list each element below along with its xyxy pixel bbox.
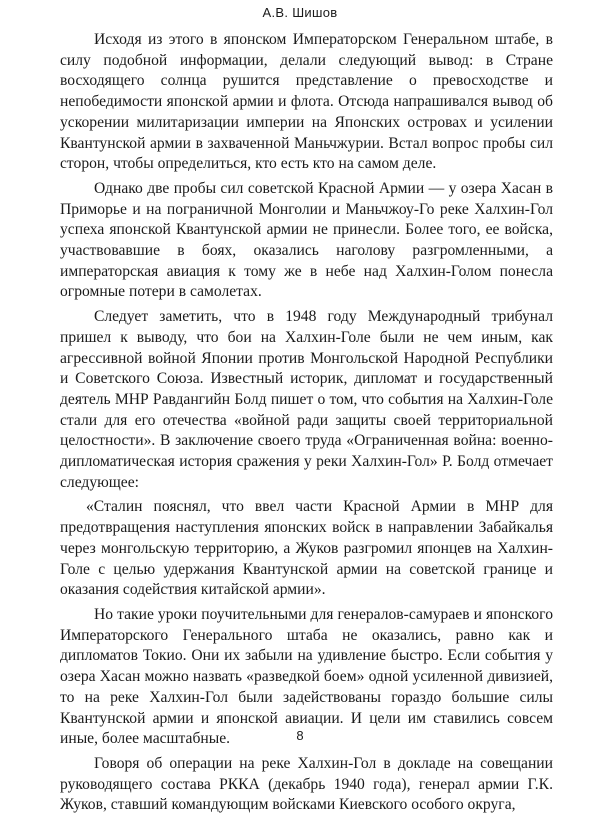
paragraph-6: Говоря об операции на реке Халхин-Гол в докладе на совещании руководящего состава РККА (декабрь 1940 года), генерал армии Г.К. Жуков, ставший командующим войсками Киевского особого округа, xyxy=(60,754,553,814)
paragraph-1: Исходя из этого в японском Императорском Генеральном штабе, в силу подобной информации, делали следующий вывод: в Стране восходящего солнца рушится представление о превосходстве и непобедимости японской армии и флота. Отсюда напрашивался вывод об ускорении милитаризации империи на Японских островах и усилении Квантунской армии в захваченной Маньчжурии. Встал вопрос пробы сил сторон, чтобы определиться, кто есть кто на самом деле. xyxy=(60,31,553,173)
quotation-paragraph: «Сталин пояснял, что ввел части Красной Армии в МНР для предотвращения наступления японских войск в направлении Забайкалья через монгольскую территорию, а Жуков разгромил японцев на Халхин-Голе с целью удержания Квантунской армии на советской границе и оказания содействия китайской армии». xyxy=(60,498,553,599)
body-text xyxy=(60,30,553,816)
paragraph-2: Однако две пробы сил советской Красной Армии — у озера Хасан в Приморье и на пограничной Монголии и Маньчжоу-Го реке Халхин-Гол успеха японской Квантунской армии не принесли. Более того, ее войска, участвовавшие в боях, оказались наголову разгромленными, а императорская авиация к тому же в небе над Халхин-Голом понесла огромные потери в самолетах. xyxy=(60,179,553,301)
paragraph-3: Следует заметить, что в 1948 году Международный трибунал пришел к выводу, что бои на Халхин-Голе были не чем иным, как агрессивной войной Японии против Монгольской Народной Республики и Советского Союза. Известный историк, дипломат и государственный деятель МНР Равдангийн Болд пишет о том, что события на Халхин-Голе стали для его отечества «войной ради защиты своей территориальной целостности». В заключение своего труда «Ограниченная война: военно-дипломатическая история сражения у реки Халхин-Гол» Р. Болд отмечает следующее: xyxy=(60,308,553,491)
page-number: 8 xyxy=(296,728,304,743)
running-title: А.В. Шишов xyxy=(262,5,338,20)
paragraph-5: Но такие уроки поучительными для генералов-самураев и японского Императорского Генерального штаба не оказались, равно как и дипломатов Токио. Они их забыли на удивление быстро. Если события у озера Хасан можно назвать «разведкой боем» одной усиленной дивизией, то на реке Халхин-Гол были задействованы гораздо большие силы Квантунской армии и японской авиации. И цели им ставились совсем иные, более масштабные. xyxy=(60,605,553,748)
